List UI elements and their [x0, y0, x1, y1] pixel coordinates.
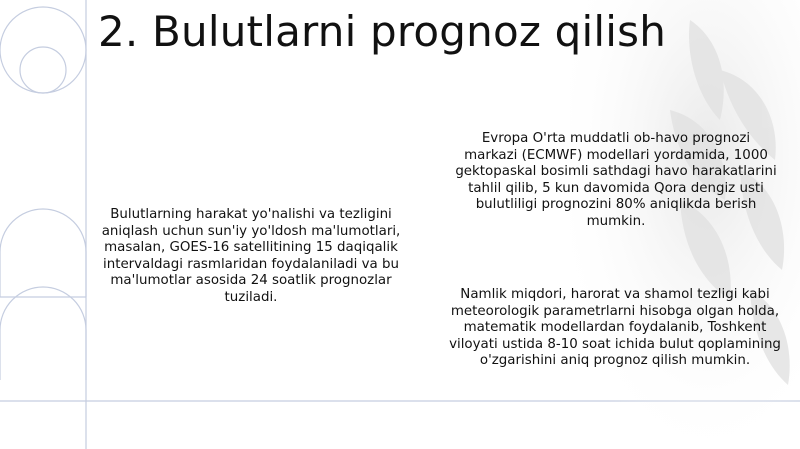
slide-title: 2. Bulutlarni prognoz qilish — [98, 7, 667, 56]
right-bottom-text-block: Namlik miqdori, harorat va shamol tezligi kabi meteorologik parametrlarni hisobga olgan holda, matematik modellardan foydalanib, Toshkent viloyati ustida 8-10 soat ichida bulut qoplamining o'zgarishini aniq prognoz qilish mumkin. — [449, 287, 781, 369]
left-text-block: Bulutlarning harakat yo'nalishi va tezligini aniqlash uchun sun'iy yo'ldosh ma'lumotlari, masalan, GOES-16 satellitining 15 daqiqalik intervaldagi rasmlaridan foydalaniladi va bu ma'lumotlar asosida 24 soatlik prognozlar tuziladi. — [101, 207, 401, 305]
right-top-text-block: Evropa O'rta muddatli ob-havo prognozi markazi (ECMWF) modellari yordamida, 1000 gektopaskal bosimli sathdagi havo harakatlarini tahlil qilib, 5 kun davomida Qora dengiz usti bulutliligi prognozini 80% aniqlikda berish mumkin. — [455, 131, 777, 229]
